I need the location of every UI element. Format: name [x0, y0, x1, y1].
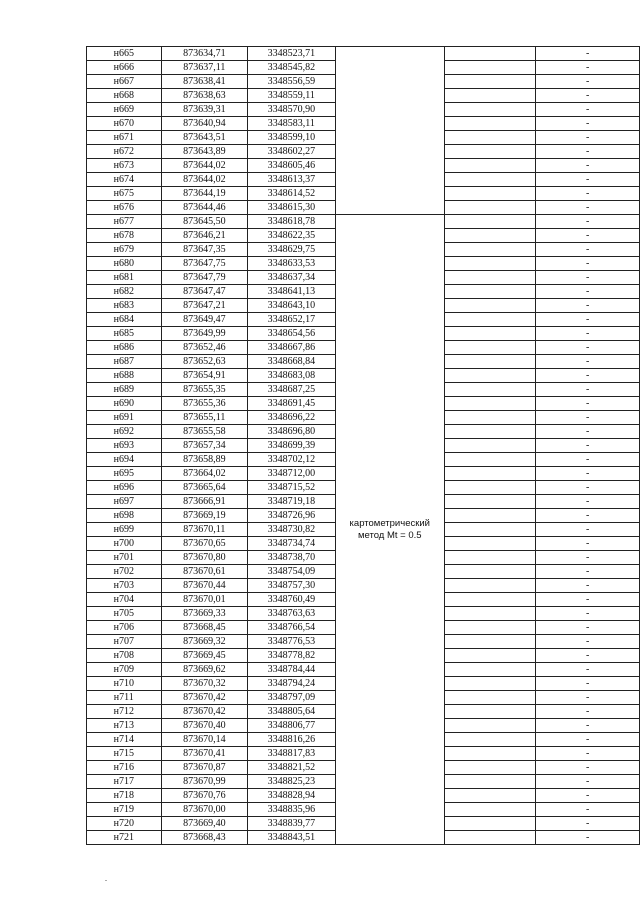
dash-cell: - — [536, 257, 640, 271]
point-name-cell: н714 — [87, 733, 162, 747]
point-name-cell: н697 — [87, 495, 162, 509]
point-name-cell: н712 — [87, 705, 162, 719]
y-coordinate-cell: 3348683,08 — [248, 369, 335, 383]
y-coordinate-cell: 3348583,11 — [248, 117, 335, 131]
point-name-cell: н718 — [87, 789, 162, 803]
x-coordinate-cell: 873657,34 — [161, 439, 248, 453]
blank-cell — [445, 719, 536, 733]
dash-cell: - — [536, 761, 640, 775]
point-name-cell: н692 — [87, 425, 162, 439]
y-coordinate-cell: 3348712,00 — [248, 467, 335, 481]
blank-cell — [445, 173, 536, 187]
x-coordinate-cell: 873646,21 — [161, 229, 248, 243]
dash-cell: - — [536, 719, 640, 733]
y-coordinate-cell: 3348784,44 — [248, 663, 335, 677]
blank-cell — [445, 621, 536, 635]
dash-cell: - — [536, 789, 640, 803]
point-name-cell: н687 — [87, 355, 162, 369]
blank-cell — [445, 299, 536, 313]
x-coordinate-cell: 873644,02 — [161, 173, 248, 187]
point-name-cell: н713 — [87, 719, 162, 733]
dash-cell: - — [536, 103, 640, 117]
y-coordinate-cell: 3348691,45 — [248, 397, 335, 411]
dash-cell: - — [536, 747, 640, 761]
point-name-cell: н678 — [87, 229, 162, 243]
dash-cell: - — [536, 705, 640, 719]
blank-cell — [445, 649, 536, 663]
blank-cell — [445, 131, 536, 145]
blank-cell — [445, 425, 536, 439]
x-coordinate-cell: 873639,31 — [161, 103, 248, 117]
blank-cell — [445, 705, 536, 719]
blank-cell — [445, 229, 536, 243]
point-name-cell: н671 — [87, 131, 162, 145]
dash-cell: - — [536, 271, 640, 285]
x-coordinate-cell: 873670,76 — [161, 789, 248, 803]
y-coordinate-cell: 3348602,27 — [248, 145, 335, 159]
blank-cell — [445, 495, 536, 509]
x-coordinate-cell: 873649,47 — [161, 313, 248, 327]
point-name-cell: н670 — [87, 117, 162, 131]
blank-cell — [445, 439, 536, 453]
blank-cell — [445, 523, 536, 537]
point-name-cell: н720 — [87, 817, 162, 831]
dash-cell: - — [536, 173, 640, 187]
y-coordinate-cell: 3348615,30 — [248, 201, 335, 215]
blank-cell — [445, 663, 536, 677]
x-coordinate-cell: 873652,46 — [161, 341, 248, 355]
point-name-cell: н706 — [87, 621, 162, 635]
blank-cell — [445, 61, 536, 75]
dash-cell: - — [536, 145, 640, 159]
x-coordinate-cell: 873647,35 — [161, 243, 248, 257]
y-coordinate-cell: 3348805,64 — [248, 705, 335, 719]
point-name-cell: н691 — [87, 411, 162, 425]
dash-cell: - — [536, 649, 640, 663]
y-coordinate-cell: 3348757,30 — [248, 579, 335, 593]
blank-cell — [445, 761, 536, 775]
y-coordinate-cell: 3348545,82 — [248, 61, 335, 75]
dash-cell: - — [536, 229, 640, 243]
y-coordinate-cell: 3348760,49 — [248, 593, 335, 607]
blank-cell — [445, 831, 536, 845]
x-coordinate-cell: 873665,64 — [161, 481, 248, 495]
blank-cell — [445, 607, 536, 621]
y-coordinate-cell: 3348605,46 — [248, 159, 335, 173]
blank-cell — [445, 733, 536, 747]
blank-cell — [445, 313, 536, 327]
y-coordinate-cell: 3348633,53 — [248, 257, 335, 271]
method-note-line: картометрический — [349, 517, 430, 529]
x-coordinate-cell: 873670,41 — [161, 747, 248, 761]
dash-cell: - — [536, 509, 640, 523]
x-coordinate-cell: 873638,41 — [161, 75, 248, 89]
blank-cell — [445, 453, 536, 467]
dash-cell: - — [536, 89, 640, 103]
point-name-cell: н676 — [87, 201, 162, 215]
point-name-cell: н688 — [87, 369, 162, 383]
y-coordinate-cell: 3348730,82 — [248, 523, 335, 537]
x-coordinate-cell: 873655,35 — [161, 383, 248, 397]
blank-cell — [445, 243, 536, 257]
dash-cell: - — [536, 131, 640, 145]
blank-cell — [445, 565, 536, 579]
dash-cell: - — [536, 47, 640, 61]
blank-cell — [445, 369, 536, 383]
dash-cell: - — [536, 565, 640, 579]
x-coordinate-cell: 873655,58 — [161, 425, 248, 439]
point-name-cell: н681 — [87, 271, 162, 285]
dash-cell: - — [536, 831, 640, 845]
x-coordinate-cell: 873647,75 — [161, 257, 248, 271]
dash-cell: - — [536, 299, 640, 313]
dash-cell: - — [536, 327, 640, 341]
dash-cell: - — [536, 733, 640, 747]
x-coordinate-cell: 873669,40 — [161, 817, 248, 831]
x-coordinate-cell: 873643,89 — [161, 145, 248, 159]
blank-cell — [445, 201, 536, 215]
x-coordinate-cell: 873670,99 — [161, 775, 248, 789]
dash-cell: - — [536, 61, 640, 75]
dash-cell: - — [536, 75, 640, 89]
x-coordinate-cell: 873670,40 — [161, 719, 248, 733]
y-coordinate-cell: 3348699,39 — [248, 439, 335, 453]
y-coordinate-cell: 3348738,70 — [248, 551, 335, 565]
y-coordinate-cell: 3348843,51 — [248, 831, 335, 845]
point-name-cell: н674 — [87, 173, 162, 187]
x-coordinate-cell: 873668,43 — [161, 831, 248, 845]
blank-cell — [445, 775, 536, 789]
dash-cell: - — [536, 355, 640, 369]
y-coordinate-cell: 3348641,13 — [248, 285, 335, 299]
table-row — [87, 47, 640, 61]
x-coordinate-cell: 873664,02 — [161, 467, 248, 481]
point-name-cell: н675 — [87, 187, 162, 201]
y-coordinate-cell: 3348614,52 — [248, 187, 335, 201]
x-coordinate-cell: 873668,45 — [161, 621, 248, 635]
dash-cell: - — [536, 593, 640, 607]
y-coordinate-cell: 3348637,34 — [248, 271, 335, 285]
blank-cell — [445, 89, 536, 103]
blank-cell — [445, 411, 536, 425]
scan-speck — [105, 880, 107, 881]
point-name-cell: н699 — [87, 523, 162, 537]
method-cell — [335, 215, 445, 845]
x-coordinate-cell: 873643,51 — [161, 131, 248, 145]
y-coordinate-cell: 3348629,75 — [248, 243, 335, 257]
point-name-cell: н717 — [87, 775, 162, 789]
x-coordinate-cell: 873670,42 — [161, 691, 248, 705]
point-name-cell: н716 — [87, 761, 162, 775]
x-coordinate-cell: 873644,02 — [161, 159, 248, 173]
dash-cell: - — [536, 579, 640, 593]
y-coordinate-cell: 3348825,23 — [248, 775, 335, 789]
blank-cell — [445, 383, 536, 397]
point-name-cell: н682 — [87, 285, 162, 299]
point-name-cell: н665 — [87, 47, 162, 61]
x-coordinate-cell: 873670,00 — [161, 803, 248, 817]
blank-cell — [445, 397, 536, 411]
y-coordinate-cell: 3348687,25 — [248, 383, 335, 397]
blank-cell — [445, 467, 536, 481]
x-coordinate-cell: 873652,63 — [161, 355, 248, 369]
blank-cell — [445, 747, 536, 761]
x-coordinate-cell: 873637,11 — [161, 61, 248, 75]
y-coordinate-cell: 3348835,96 — [248, 803, 335, 817]
blank-cell — [445, 47, 536, 61]
blank-cell — [445, 789, 536, 803]
y-coordinate-cell: 3348622,35 — [248, 229, 335, 243]
point-name-cell: н715 — [87, 747, 162, 761]
x-coordinate-cell: 873647,21 — [161, 299, 248, 313]
dash-cell: - — [536, 341, 640, 355]
dash-cell: - — [536, 425, 640, 439]
y-coordinate-cell: 3348821,52 — [248, 761, 335, 775]
x-coordinate-cell: 873647,79 — [161, 271, 248, 285]
blank-cell — [445, 817, 536, 831]
y-coordinate-cell: 3348726,96 — [248, 509, 335, 523]
point-name-cell: н711 — [87, 691, 162, 705]
point-name-cell: н693 — [87, 439, 162, 453]
y-coordinate-cell: 3348652,17 — [248, 313, 335, 327]
y-coordinate-cell: 3348556,59 — [248, 75, 335, 89]
point-name-cell: н719 — [87, 803, 162, 817]
x-coordinate-cell: 873670,14 — [161, 733, 248, 747]
dash-cell: - — [536, 383, 640, 397]
blank-cell — [445, 103, 536, 117]
coordinates-table-body — [87, 47, 640, 845]
dash-cell: - — [536, 663, 640, 677]
blank-cell — [445, 481, 536, 495]
x-coordinate-cell: 873654,91 — [161, 369, 248, 383]
y-coordinate-cell: 3348654,56 — [248, 327, 335, 341]
blank-cell — [445, 579, 536, 593]
x-coordinate-cell: 873670,01 — [161, 593, 248, 607]
point-name-cell: н669 — [87, 103, 162, 117]
dash-cell: - — [536, 285, 640, 299]
blank-cell — [445, 593, 536, 607]
point-name-cell: н708 — [87, 649, 162, 663]
y-coordinate-cell: 3348559,11 — [248, 89, 335, 103]
y-coordinate-cell: 3348643,10 — [248, 299, 335, 313]
y-coordinate-cell: 3348613,37 — [248, 173, 335, 187]
point-name-cell: н667 — [87, 75, 162, 89]
point-name-cell: н700 — [87, 537, 162, 551]
point-name-cell: н698 — [87, 509, 162, 523]
y-coordinate-cell: 3348766,54 — [248, 621, 335, 635]
point-name-cell: н684 — [87, 313, 162, 327]
blank-cell — [445, 635, 536, 649]
x-coordinate-cell: 873669,32 — [161, 635, 248, 649]
y-coordinate-cell: 3348839,77 — [248, 817, 335, 831]
y-coordinate-cell: 3348523,71 — [248, 47, 335, 61]
dash-cell: - — [536, 117, 640, 131]
dash-cell: - — [536, 495, 640, 509]
x-coordinate-cell: 873655,36 — [161, 397, 248, 411]
x-coordinate-cell: 873658,89 — [161, 453, 248, 467]
x-coordinate-cell: 873670,61 — [161, 565, 248, 579]
y-coordinate-cell: 3348618,78 — [248, 215, 335, 229]
point-name-cell: н690 — [87, 397, 162, 411]
point-name-cell: н705 — [87, 607, 162, 621]
y-coordinate-cell: 3348696,22 — [248, 411, 335, 425]
blank-cell — [445, 75, 536, 89]
blank-cell — [445, 285, 536, 299]
dash-cell: - — [536, 187, 640, 201]
x-coordinate-cell: 873640,94 — [161, 117, 248, 131]
point-name-cell: н680 — [87, 257, 162, 271]
dash-cell: - — [536, 635, 640, 649]
point-name-cell: н683 — [87, 299, 162, 313]
x-coordinate-cell: 873644,19 — [161, 187, 248, 201]
x-coordinate-cell: 873655,11 — [161, 411, 248, 425]
method-cell-upper — [335, 47, 445, 215]
y-coordinate-cell: 3348734,74 — [248, 537, 335, 551]
point-name-cell: н695 — [87, 467, 162, 481]
x-coordinate-cell: 873666,91 — [161, 495, 248, 509]
point-name-cell: н701 — [87, 551, 162, 565]
point-name-cell: н689 — [87, 383, 162, 397]
y-coordinate-cell: 3348599,10 — [248, 131, 335, 145]
blank-cell — [445, 215, 536, 229]
y-coordinate-cell: 3348763,63 — [248, 607, 335, 621]
y-coordinate-cell: 3348715,52 — [248, 481, 335, 495]
blank-cell — [445, 187, 536, 201]
dash-cell: - — [536, 803, 640, 817]
x-coordinate-cell: 873638,63 — [161, 89, 248, 103]
dash-cell: - — [536, 215, 640, 229]
point-name-cell: н721 — [87, 831, 162, 845]
y-coordinate-cell: 3348806,77 — [248, 719, 335, 733]
dash-cell: - — [536, 607, 640, 621]
x-coordinate-cell: 873670,87 — [161, 761, 248, 775]
blank-cell — [445, 341, 536, 355]
blank-cell — [445, 551, 536, 565]
coordinates-table — [86, 46, 640, 845]
point-name-cell: н710 — [87, 677, 162, 691]
dash-cell: - — [536, 551, 640, 565]
blank-cell — [445, 159, 536, 173]
dash-cell: - — [536, 159, 640, 173]
y-coordinate-cell: 3348754,09 — [248, 565, 335, 579]
blank-cell — [445, 691, 536, 705]
y-coordinate-cell: 3348696,80 — [248, 425, 335, 439]
x-coordinate-cell: 873669,62 — [161, 663, 248, 677]
point-name-cell: н685 — [87, 327, 162, 341]
blank-cell — [445, 537, 536, 551]
blank-cell — [445, 257, 536, 271]
dash-cell: - — [536, 621, 640, 635]
point-name-cell: н677 — [87, 215, 162, 229]
point-name-cell: н704 — [87, 593, 162, 607]
dash-cell: - — [536, 467, 640, 481]
y-coordinate-cell: 3348828,94 — [248, 789, 335, 803]
blank-cell — [445, 677, 536, 691]
point-name-cell: н686 — [87, 341, 162, 355]
y-coordinate-cell: 3348668,84 — [248, 355, 335, 369]
x-coordinate-cell: 873669,45 — [161, 649, 248, 663]
dash-cell: - — [536, 817, 640, 831]
y-coordinate-cell: 3348816,26 — [248, 733, 335, 747]
dash-cell: - — [536, 243, 640, 257]
blank-cell — [445, 355, 536, 369]
blank-cell — [445, 509, 536, 523]
y-coordinate-cell: 3348797,09 — [248, 691, 335, 705]
x-coordinate-cell: 873670,42 — [161, 705, 248, 719]
dash-cell: - — [536, 369, 640, 383]
dash-cell: - — [536, 313, 640, 327]
point-name-cell: н673 — [87, 159, 162, 173]
y-coordinate-cell: 3348778,82 — [248, 649, 335, 663]
y-coordinate-cell: 3348667,86 — [248, 341, 335, 355]
x-coordinate-cell: 873647,47 — [161, 285, 248, 299]
point-name-cell: н709 — [87, 663, 162, 677]
x-coordinate-cell: 873670,65 — [161, 537, 248, 551]
y-coordinate-cell: 3348702,12 — [248, 453, 335, 467]
dash-cell: - — [536, 775, 640, 789]
y-coordinate-cell: 3348776,53 — [248, 635, 335, 649]
dash-cell: - — [536, 397, 640, 411]
point-name-cell: н707 — [87, 635, 162, 649]
point-name-cell: н694 — [87, 453, 162, 467]
dash-cell: - — [536, 439, 640, 453]
point-name-cell: н672 — [87, 145, 162, 159]
blank-cell — [445, 271, 536, 285]
y-coordinate-cell: 3348817,83 — [248, 747, 335, 761]
dash-cell: - — [536, 453, 640, 467]
x-coordinate-cell: 873669,19 — [161, 509, 248, 523]
x-coordinate-cell: 873669,33 — [161, 607, 248, 621]
point-name-cell: н668 — [87, 89, 162, 103]
method-note-line: метод Mt = 0.5 — [357, 529, 422, 541]
x-coordinate-cell: 873634,71 — [161, 47, 248, 61]
dash-cell: - — [536, 677, 640, 691]
dash-cell: - — [536, 691, 640, 705]
x-coordinate-cell: 873645,50 — [161, 215, 248, 229]
x-coordinate-cell: 873670,32 — [161, 677, 248, 691]
x-coordinate-cell: 873670,11 — [161, 523, 248, 537]
y-coordinate-cell: 3348570,90 — [248, 103, 335, 117]
blank-cell — [445, 803, 536, 817]
x-coordinate-cell: 873644,46 — [161, 201, 248, 215]
point-name-cell: н666 — [87, 61, 162, 75]
blank-cell — [445, 327, 536, 341]
x-coordinate-cell: 873649,99 — [161, 327, 248, 341]
dash-cell: - — [536, 411, 640, 425]
point-name-cell: н702 — [87, 565, 162, 579]
y-coordinate-cell: 3348794,24 — [248, 677, 335, 691]
y-coordinate-cell: 3348719,18 — [248, 495, 335, 509]
point-name-cell: н703 — [87, 579, 162, 593]
table-row — [87, 215, 640, 229]
x-coordinate-cell: 873670,44 — [161, 579, 248, 593]
dash-cell: - — [536, 201, 640, 215]
dash-cell: - — [536, 523, 640, 537]
blank-cell — [445, 117, 536, 131]
blank-cell — [445, 145, 536, 159]
dash-cell: - — [536, 481, 640, 495]
dash-cell: - — [536, 537, 640, 551]
point-name-cell: н696 — [87, 481, 162, 495]
x-coordinate-cell: 873670,80 — [161, 551, 248, 565]
point-name-cell: н679 — [87, 243, 162, 257]
